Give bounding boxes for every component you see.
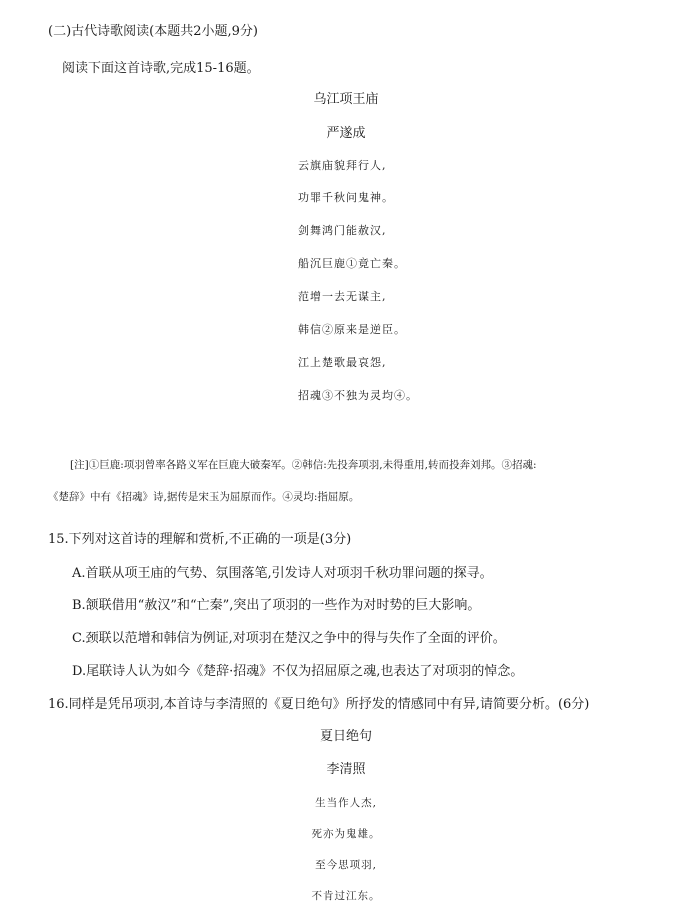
note-line: 《楚辞》中有《招魂》诗,据传是宋玉为屈原而作。④灵均:指屈原。 <box>48 491 360 503</box>
poem1-line: 江上楚歌最哀怨, <box>298 356 387 369</box>
poem2-author: 李清照 <box>326 762 366 777</box>
option-b: B.颔联借用“赦汉”和“亡秦”,突出了项羽的一些作为对时势的巨大影响。 <box>72 598 481 613</box>
poem2-line: 至今思项羽, <box>315 859 377 871</box>
instruction: 阅读下面这首诗歌,完成15-16题。 <box>62 61 260 76</box>
poem1-line: 招魂③不独为灵均④。 <box>298 389 418 402</box>
poem1-line: 功罪千秋问鬼神。 <box>298 191 394 204</box>
note-line: [注]①巨鹿:项羽曾率各路义军在巨鹿大破秦军。②韩信:先投奔项羽,未得重用,转而投奔刘邦。③招魂: <box>70 459 537 471</box>
poem1-line: 船沉巨鹿①竟亡秦。 <box>298 257 406 270</box>
poem1-line: 范增一去无谋主, <box>298 290 387 303</box>
poem1-line: 韩信②原来是逆臣。 <box>298 323 406 336</box>
poem2-line: 生当作人杰, <box>315 797 377 809</box>
poem2-line: 不肯过江东。 <box>311 890 381 902</box>
poem1-line: 剑舞鸿门能赦汉, <box>298 224 387 237</box>
option-d: D.尾联诗人认为如今《楚辞·招魂》不仅为招屈原之魂,也表达了对项羽的悼念。 <box>72 664 524 679</box>
poem2-title: 夏日绝句 <box>319 729 372 744</box>
poem1-author: 严遂成 <box>326 126 366 141</box>
poem2-line: 死亦为鬼雄。 <box>311 828 381 840</box>
option-c: C.颈联以范增和韩信为例证,对项羽在楚汉之争中的得与失作了全面的评价。 <box>72 631 506 646</box>
poem1-line: 云旗庙貌拜行人, <box>298 159 387 172</box>
question-16-stem: 16.同样是凭吊项羽,本首诗与李清照的《夏日绝句》所抒发的情感同中有异,请简要分析。(6分) <box>48 697 590 712</box>
poem1-title: 乌江项王庙 <box>313 92 379 107</box>
section-header: (二)古代诗歌阅读(本题共2小题,9分) <box>48 24 258 39</box>
option-a: A.首联从项王庙的气势、氛围落笔,引发诗人对项羽千秋功罪问题的探寻。 <box>72 566 493 581</box>
question-15-stem: 15.下列对这首诗的理解和赏析,不正确的一项是(3分) <box>48 532 352 547</box>
